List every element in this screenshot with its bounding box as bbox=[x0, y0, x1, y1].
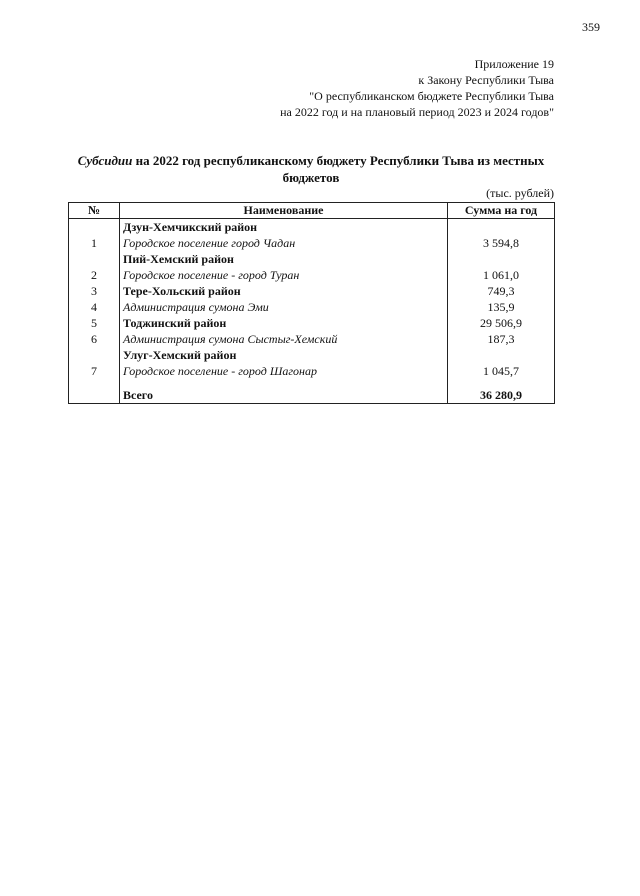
subsidies-table bbox=[68, 202, 555, 404]
table-row bbox=[69, 219, 555, 236]
appendix-line-3: "О республиканском бюджете Республики Тыва bbox=[309, 89, 554, 103]
table-row bbox=[69, 331, 555, 347]
row-sum: 187,3 bbox=[448, 331, 555, 347]
row-sum: 3 594,8 bbox=[448, 235, 555, 251]
table-row bbox=[69, 267, 555, 283]
table-header-row bbox=[69, 203, 555, 219]
page-number: 359 bbox=[582, 20, 600, 34]
table-row bbox=[69, 363, 555, 379]
spacer-cell bbox=[120, 379, 448, 387]
table-row bbox=[69, 235, 555, 251]
row-sum: 749,3 bbox=[448, 283, 555, 299]
row-number: 6 bbox=[69, 331, 120, 347]
row-name: Администрация сумона Эми bbox=[120, 299, 448, 315]
units-label: (тыс. рублей) bbox=[486, 186, 554, 200]
row-name: Улуг-Хемский район bbox=[120, 347, 448, 363]
title-line-2: бюджетов bbox=[282, 170, 340, 185]
table-row bbox=[69, 299, 555, 315]
row-number bbox=[69, 347, 120, 363]
row-name: Дзун-Хемчикский район bbox=[120, 219, 448, 236]
row-name: Пий-Хемский район bbox=[120, 251, 448, 267]
header-number: № bbox=[69, 203, 120, 219]
row-number: 5 bbox=[69, 315, 120, 331]
row-sum: 135,9 bbox=[448, 299, 555, 315]
row-number: 1 bbox=[69, 235, 120, 251]
row-number: 3 bbox=[69, 283, 120, 299]
total-label: Всего bbox=[120, 387, 448, 404]
appendix-line-2: к Закону Республики Тыва bbox=[418, 73, 554, 87]
total-sum: 36 280,9 bbox=[448, 387, 555, 404]
row-sum bbox=[448, 219, 555, 236]
row-sum: 29 506,9 bbox=[448, 315, 555, 331]
title-line-1-rest: на 2022 год республиканскому бюджету Республики Тыва из местных bbox=[132, 153, 545, 168]
appendix-line-1: Приложение 19 bbox=[474, 57, 554, 71]
row-name: Тере-Хольский район bbox=[120, 283, 448, 299]
row-name: Городское поселение - город Шагонар bbox=[120, 363, 448, 379]
document-title bbox=[70, 152, 552, 186]
row-number: 4 bbox=[69, 299, 120, 315]
appendix-header bbox=[280, 56, 554, 120]
row-number bbox=[69, 251, 120, 267]
title-italic-word: Субсидии bbox=[77, 153, 133, 168]
appendix-line-4: на 2022 год и на плановый период 2023 и 2024 годов" bbox=[280, 105, 554, 119]
header-name: Наименование bbox=[120, 203, 448, 219]
row-sum bbox=[448, 347, 555, 363]
row-number bbox=[69, 219, 120, 236]
spacer-cell bbox=[448, 379, 555, 387]
table-spacer-row bbox=[69, 379, 555, 387]
row-name: Администрация сумона Сыстыг-Хемский bbox=[120, 331, 448, 347]
table-row bbox=[69, 283, 555, 299]
spacer-cell bbox=[69, 379, 120, 387]
total-number bbox=[69, 387, 120, 404]
row-number: 7 bbox=[69, 363, 120, 379]
table-row bbox=[69, 251, 555, 267]
row-number: 2 bbox=[69, 267, 120, 283]
table-row bbox=[69, 347, 555, 363]
table-total-row bbox=[69, 387, 555, 404]
title-line-1 bbox=[70, 152, 552, 169]
row-sum: 1 045,7 bbox=[448, 363, 555, 379]
table-row bbox=[69, 315, 555, 331]
row-name: Тоджинский район bbox=[120, 315, 448, 331]
row-name: Городское поселение город Чадан bbox=[120, 235, 448, 251]
header-sum: Сумма на год bbox=[448, 203, 555, 219]
row-name: Городское поселение - город Туран bbox=[120, 267, 448, 283]
row-sum bbox=[448, 251, 555, 267]
row-sum: 1 061,0 bbox=[448, 267, 555, 283]
